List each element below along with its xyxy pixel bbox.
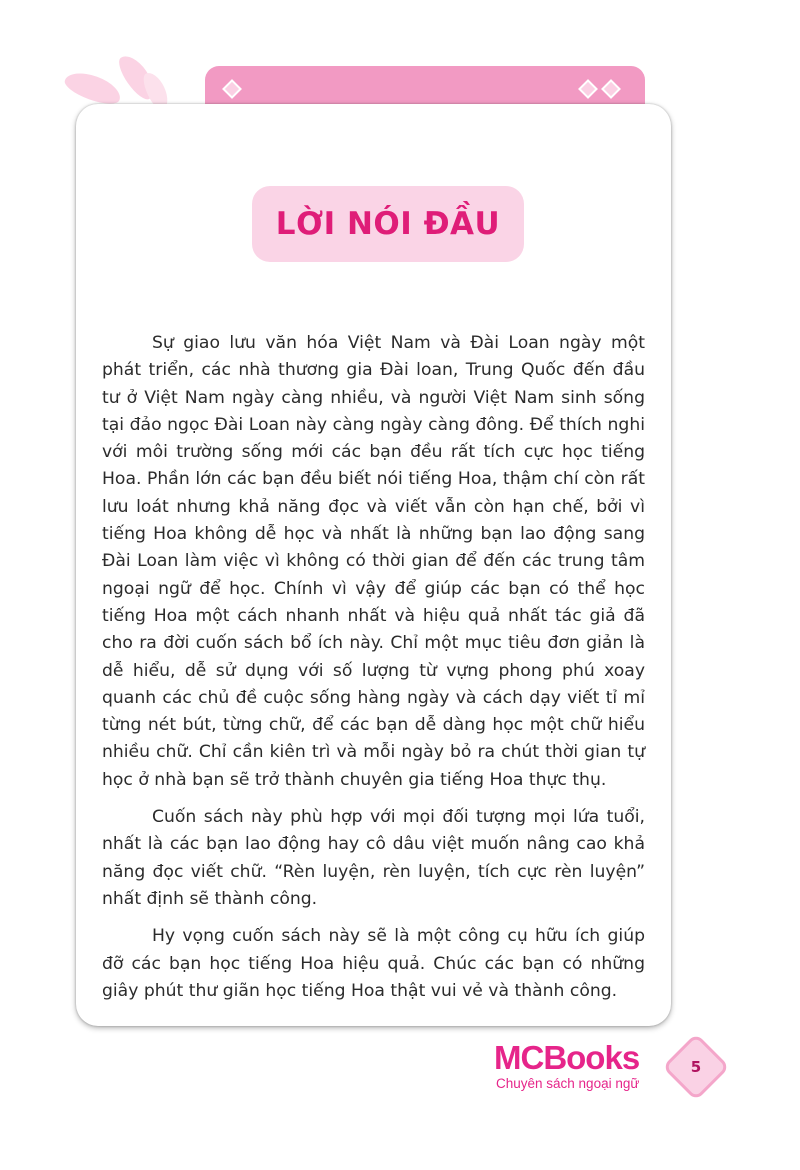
page-number: 5 — [690, 1058, 702, 1076]
page-title: LỜI NÓI ĐẦU — [275, 206, 501, 242]
paragraph-3: Hy vọng cuốn sách này sẽ là một công cụ hữu ích giúp đỡ các bạn học tiếng Hoa hiệu quả. Chúc các bạn có những giây phút thư giãn học tiếng Hoa thật vui vẻ và thành công. — [102, 926, 645, 1001]
paragraph-1: Sự giao lưu văn hóa Việt Nam và Đài Loan ngày một phát triển, các nhà thương gia Đài loan, Trung Quốc đến đầu tư ở Việt Nam ngày càng nhiều, và người Việt Nam sinh sống tại đảo ngọc Đài Loan này càng ngày càng đông. Để thích nghi với môi trường sống mới các bạn đều rất tích cực học tiếng Hoa. Phần lớn các bạn đều biết nói tiếng Hoa, thậm chí còn rất lưu loát nhưng khả năng đọc và viết vẫn còn hạn chế, bởi vì tiếng Hoa không dễ học và nhất là những bạn lao động sang Đài Loan làm việc vì không có thời gian để đến các trung tâm ngoại ngữ để học. Chính vì vậy để giúp các bạn có thể học tiếng Hoa một cách nhanh nhất và hiệu quả nhất tác giả đã cho ra đời cuốn sách bổ ích này. Chỉ một mục tiêu đơn giản là dễ hiểu, dễ sử dụng với số lượng từ vựng phong phú xoay quanh các chủ đề cuộc sống hàng ngày và cách dạy viết tỉ mỉ từng nét bút, từng chữ, để các bạn dễ dàng học một chữ hiểu nhiều chữ. Chỉ cần kiên trì và mỗi ngày bỏ ra chút thời gian tự học ở nhà bạn sẽ trở thành chuyên gia tiếng Hoa thực thụ. — [102, 333, 645, 790]
logo-name: MCBooks — [494, 1039, 640, 1076]
logo-tagline: Chuyên sách ngoại ngữ — [496, 1076, 640, 1091]
publisher-logo — [494, 1040, 644, 1092]
petal-decoration-icon — [62, 67, 125, 109]
body-text — [102, 330, 645, 1015]
title-box — [252, 186, 524, 262]
paragraph-2: Cuốn sách này phù hợp với mọi đối tượng mọi lứa tuổi, nhất là các bạn lao động hay cô dâu việt muốn nâng cao khả năng đọc viết chữ. “Rèn luyện, rèn luyện, tích cực rèn luyện” nhất định sẽ thành công. — [102, 807, 645, 909]
